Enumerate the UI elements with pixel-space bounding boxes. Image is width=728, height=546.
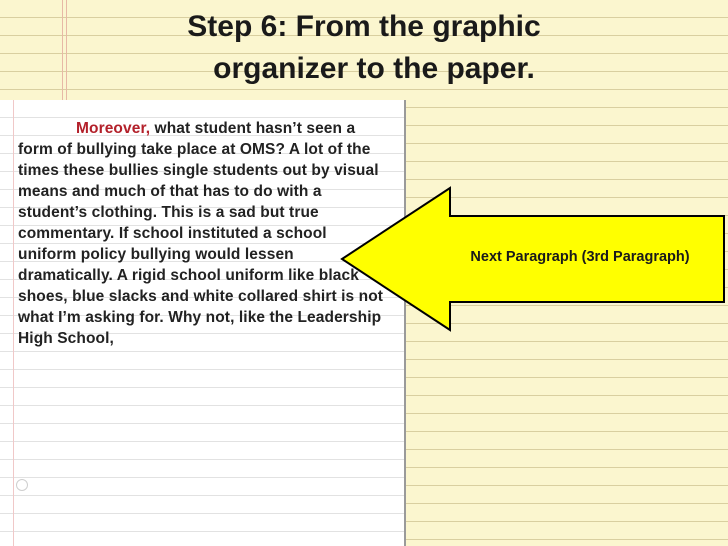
slide-title <box>0 6 728 90</box>
essay-paragraph <box>18 118 386 349</box>
transition-word: Moreover, <box>76 120 151 137</box>
title-line-1: Step 6: From the graphic <box>187 10 541 43</box>
binder-hole <box>16 479 28 491</box>
paper-margin-line <box>13 100 14 546</box>
paragraph-body: what student hasn’t seen a form of bullying take place at OMS? A lot of the times these bullies single students out by visual means and much of that has to do with a student’s clothing. This is a sad but true commentary. If school instituted a school uniform policy bullying would lessen dramatically. A rigid school uniform like black shoes, blue slacks and white collared shirt is not what I’m asking for. Why not, like the Leadership High School, <box>18 120 384 347</box>
arrow-label: Next Paragraph (3rd Paragraph) <box>470 249 690 265</box>
title-line-2: organizer to the paper. <box>213 52 535 85</box>
